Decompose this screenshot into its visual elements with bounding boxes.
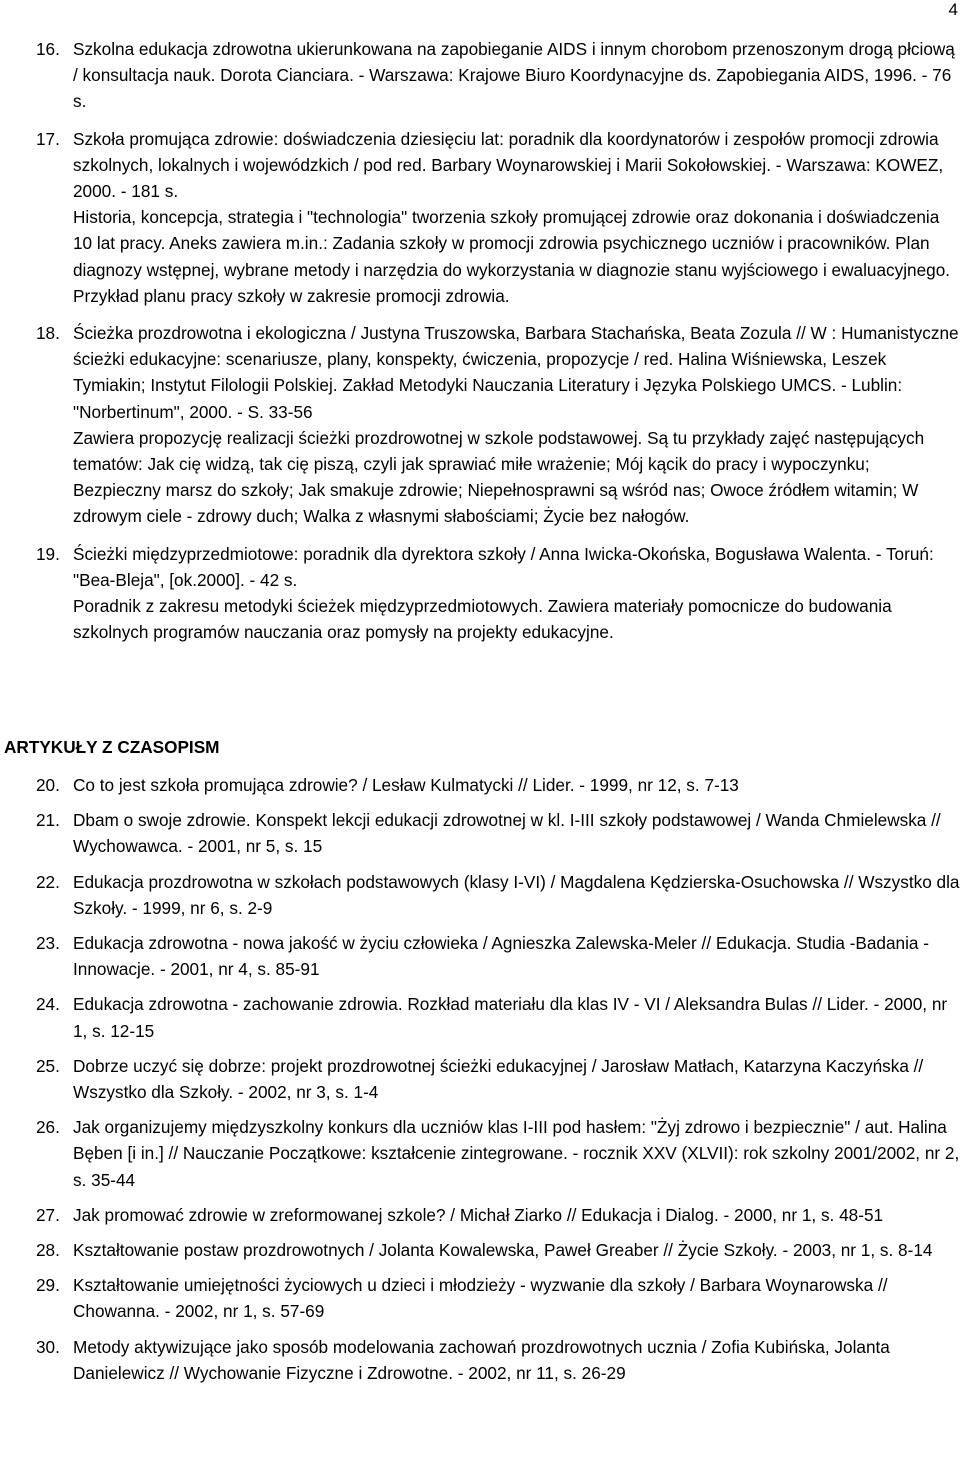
item-citation: Metody aktywizujące jako sposób modelowania zachowań prozdrowotnych ucznia / Zofia Kubińska, Jolanta Danielewicz // Wychowanie Fizyczne i Zdrowotne. - 2002, nr 11, s. 26-29 xyxy=(73,1336,890,1383)
item-body xyxy=(73,126,960,309)
item-citation: Ścieżka prozdrowotna i ekologiczna / Justyna Truszowska, Barbara Stachańska, Beata Zozula // W : Humanistyczne ścieżki edukacyjne: scenariusze, plany, konspekty, ćwiczenia, propozycje / red. Halina Wiśniewska, Leszek Tymiakin; Instytut Filologii Polskiej. Zakład Metodyki Nauczania Literatury i Języka Polskiego UMCS. - Lublin: "Norbertinum", 2000. - S. 33-56 xyxy=(73,323,959,422)
item-citation: Szkoła promująca zdrowie: doświadczenia dziesięciu lat: poradnik dla koordynatorów i zespołów promocji zdrowia szkolnych, lokalnych i wojewódzkich / pod red. Barbary Woynarowskiej i Marii Sokołowskiej. - Warszawa: KOWEZ, 2000. - 181 s. xyxy=(73,128,944,202)
item-citation: Co to jest szkoła promująca zdrowie? / Lesław Kulmatycki // Lider. - 1999, nr 12, s. 7-13 xyxy=(73,775,739,795)
item-number: 19. xyxy=(36,543,60,564)
item-number: 24. xyxy=(36,994,60,1015)
item-citation: Dobrze uczyć się dobrze: projekt prozdrowotnej ścieżki edukacyjnej / Jarosław Matłach, Katarzyna Kaczyńska // Wszystko dla Szkoły. - 2002, nr 3, s. 1-4 xyxy=(73,1055,924,1103)
item-citation: Edukacja zdrowotna - zachowanie zdrowia. Rozkład materiału dla klas IV - VI / Aleksandra Bulas // Lider. - 2000, nr 1, s. 12-15 xyxy=(73,994,948,1041)
item-number: 26. xyxy=(36,1117,60,1138)
item-annotation: Zawiera propozycję realizacji ścieżki prozdrowotnej w szkole podstawowej. Są tu przykłady zajęć następujących tematów: Jak cię widzą, tak cię piszą, czyli jak sprawiać miłe wrażenie; Mój kącik do pracy i wypoczynku; Bezpieczny marsz do szkoły; Jak smakuje zdrowie; Niepełnosprawni są wśród nas; Owoce źródłem witamin; W zdrowym ciele - zdrowy duch; Walka z własnymi słabościami; Życie bez nałogów. xyxy=(73,427,925,527)
page-number: 4 xyxy=(948,0,958,19)
list-item xyxy=(36,930,960,982)
list-item xyxy=(36,1202,960,1228)
item-number: 22. xyxy=(36,871,60,892)
list-item xyxy=(36,1053,960,1105)
item-citation: Dbam o swoje zdrowie. Konspekt lekcji edukacji zdrowotnej w kl. I-III szkoły podstawowej / Wanda Chmielewska // Wychowawca. - 2001, nr 5, s. 15 xyxy=(73,810,941,857)
item-citation: Jak organizujemy międzyszkolny konkurs dla uczniów klas I-III pod hasłem: "Żyj zdrowo i bezpiecznie" / aut. Halina Bęben [i in.] // Nauczanie Początkowe: kształcenie zintegrowane. - rocznik XXV (XLVII): rok szkolny 2001/2002, nr 2, s. 35-44 xyxy=(73,1117,960,1190)
item-number: 30. xyxy=(36,1336,60,1357)
list-item xyxy=(36,1237,960,1263)
item-annotation: Historia, koncepcja, strategia i "technologia" tworzenia szkoły promującej zdrowie oraz dokonania i doświadczenia 10 lat pracy. Aneks zawiera m.in.: Zadania szkoły w promocji zdrowia psychicznego uczniów i pracowników. Plan diagnozy wstępnej, wybrane metody i narzędzia do wykorzystania w diagnozie stanu wyjściowego i ewaluacyjnego. Przykład planu pracy szkoły w zakresie promocji zdrowia. xyxy=(73,207,951,306)
list-item xyxy=(36,869,960,921)
item-body xyxy=(73,320,960,530)
item-number: 23. xyxy=(36,933,60,954)
item-number: 21. xyxy=(36,810,60,831)
list-item xyxy=(36,320,960,530)
list-item xyxy=(36,36,960,115)
item-number: 20. xyxy=(36,775,60,795)
item-number: 29. xyxy=(36,1275,60,1296)
list-item xyxy=(36,126,960,309)
list-item xyxy=(36,1272,960,1324)
item-citation: Edukacja prozdrowotna w szkołach podstawowych (klasy I-VI) / Magdalena Kędzierska-Osuchowska // Wszystko dla Szkoły. - 1999, nr 6, s. 2-9 xyxy=(73,871,960,918)
list-item xyxy=(36,807,960,859)
item-citation: Kształtowanie postaw prozdrowotnych / Jolanta Kowalewska, Paweł Greaber // Życie Szkoły. - 2003, nr 1, s. 8-14 xyxy=(73,1240,933,1261)
item-number: 25. xyxy=(36,1055,60,1076)
book-list xyxy=(36,36,960,656)
item-number: 17. xyxy=(36,128,60,149)
item-annotation: Poradnik z zakresu metodyki ścieżek międzyprzedmiotowych. Zawiera materiały pomocnicze do budowania szkolnych programów nauczania oraz pomysły na projekty edukacyjne. xyxy=(73,596,892,643)
list-item xyxy=(36,1334,960,1386)
article-list xyxy=(36,772,960,1395)
item-body xyxy=(73,541,960,646)
item-number: 28. xyxy=(36,1240,60,1261)
list-item xyxy=(36,991,960,1043)
list-item xyxy=(36,772,960,798)
item-citation: Edukacja zdrowotna - nowa jakość w życiu człowieka / Agnieszka Zalewska-Meler // Edukacja. Studia -Badania - Innowacje. - 2001, nr 4, s. 85-91 xyxy=(73,933,929,980)
item-number: 27. xyxy=(36,1204,60,1225)
item-citation: Szkolna edukacja zdrowotna ukierunkowana na zapobieganie AIDS i innym chorobom przenoszonym drogą płciową / konsultacja nauk. Dorota Cianciara. - Warszawa: Krajowe Biuro Koordynacyjne ds. Zapobiegania AIDS, 1996. - 76 s. xyxy=(73,39,955,112)
item-citation: Ścieżki międzyprzedmiotowe: poradnik dla dyrektora szkoły / Anna Iwicka-Okońska, Bogusława Walenta. - Toruń: "Bea-Bleja", [ok.2000]. - 42 s. xyxy=(73,543,934,590)
item-citation: Jak promować zdrowie w zreformowanej szkole? / Michał Ziarko // Edukacja i Dialog. - 2000, nr 1, s. 48-51 xyxy=(73,1204,884,1225)
item-number: 16. xyxy=(36,39,60,59)
section-heading: ARTYKUŁY Z CZASOPISM xyxy=(4,737,220,757)
list-item xyxy=(36,1114,960,1193)
item-body xyxy=(73,36,960,115)
item-citation: Kształtowanie umiejętności życiowych u dzieci i młodzieży - wyzwanie dla szkoły / Barbara Woynarowska // Chowanna. - 2002, nr 1, s. 57-69 xyxy=(73,1275,888,1322)
item-number: 18. xyxy=(36,323,60,344)
list-item xyxy=(36,541,960,646)
